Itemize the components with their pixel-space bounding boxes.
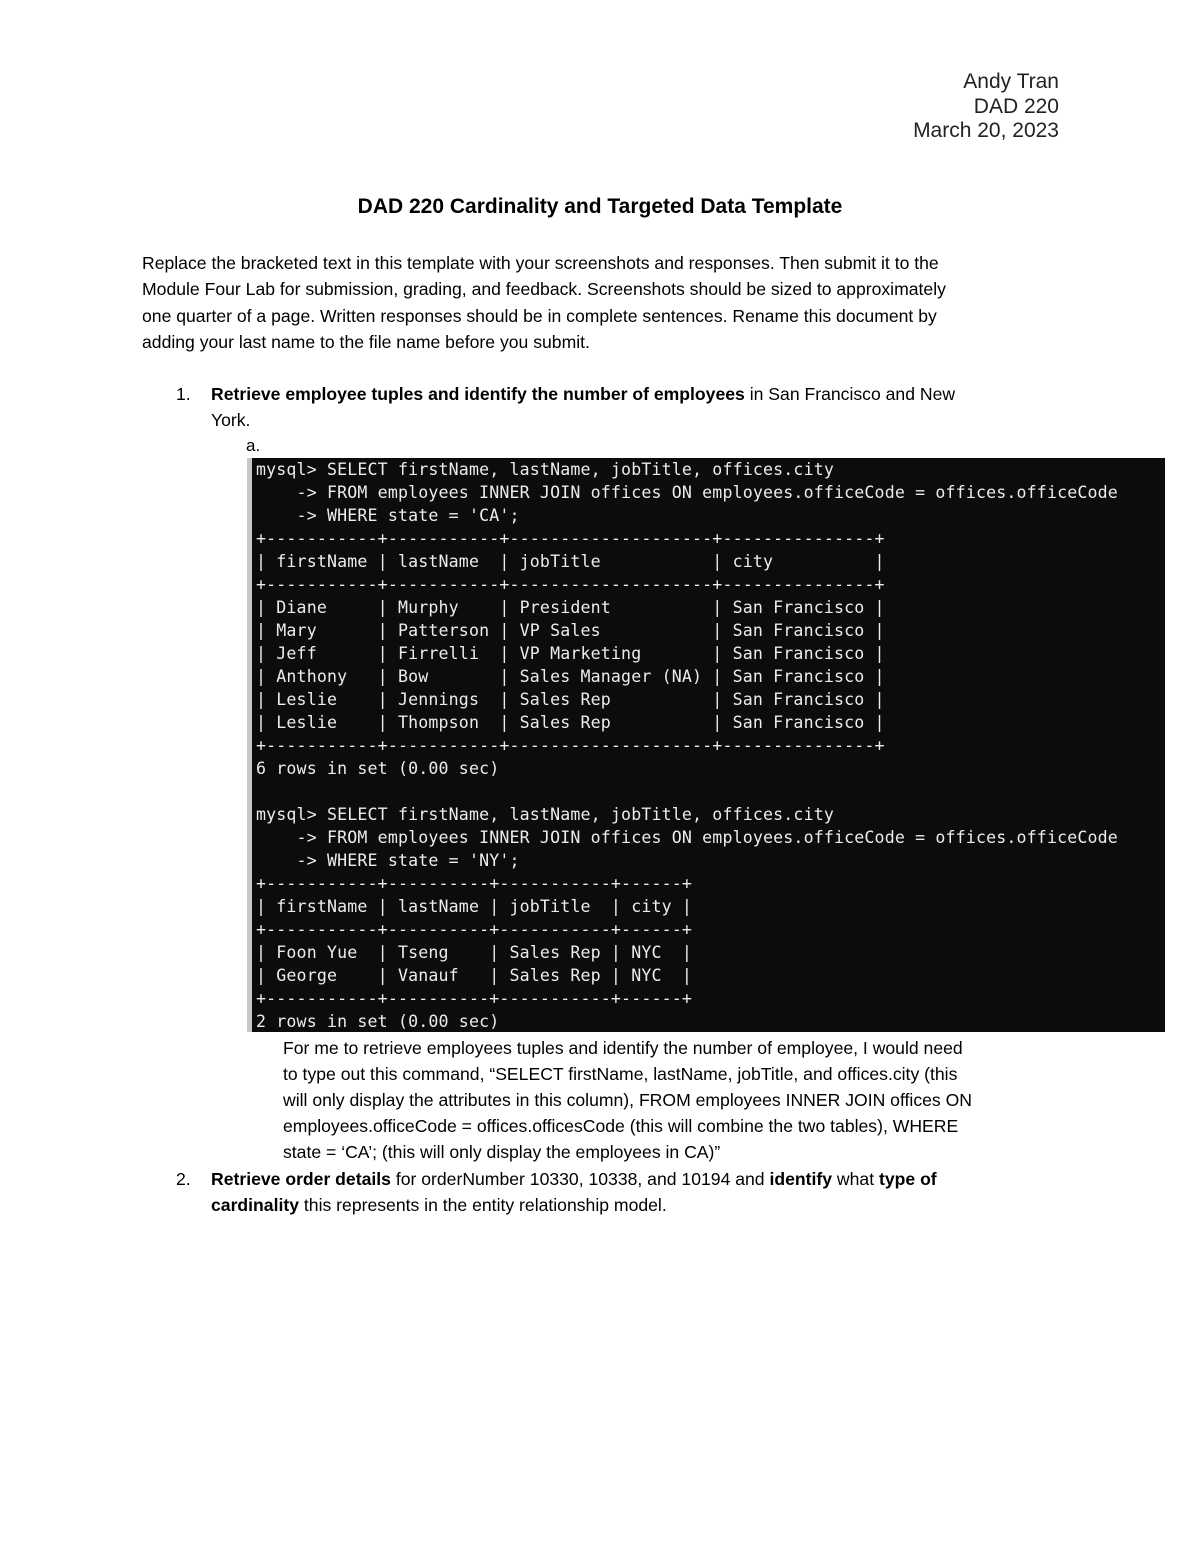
- response-line: For me to retrieve employees tuples and identify the number of employee, I would need: [283, 1038, 963, 1058]
- question-2-line: [211, 1166, 1051, 1192]
- response-line: employees.officeCode = offices.officesCode (this will combine the two tables), WHERE: [283, 1116, 959, 1136]
- course-code: DAD 220: [973, 94, 1059, 118]
- intro-line: adding your last name to the file name before you submit.: [142, 331, 590, 352]
- sub-item-label: a.: [246, 436, 261, 455]
- header-block: [913, 70, 1059, 144]
- question-2-bold: type of: [879, 1169, 937, 1189]
- response-paragraph: [283, 1035, 1073, 1165]
- intro-line: one quarter of a page. Written responses should be in complete sentences. Rename this document by: [142, 305, 937, 326]
- question-number: 1.: [176, 384, 191, 404]
- question-2-text: what: [832, 1169, 879, 1189]
- question-2-line-2: [211, 1192, 1051, 1218]
- terminal-output: mysql> SELECT firstName, lastName, jobTitle, offices.city -> FROM employees INNER JOIN offices ON employees.officeCode = offices.officeCode -> WHERE state = 'CA'; +-----------+-----------+--------------------+---------------+ | firstName | lastName | jobTitle | city | +-----------+-----------+--------------------+---------------+ | Diane | Murphy | President | San Francisco | | Mary | Patterson | VP Sales | San Francisco | | Jeff | Firrelli | VP Marketing | San Francisco | | Anthony | Bow | Sales Manager (NA) | San Francisco | | Leslie | Jennings | Sales Rep | San Francisco | | Leslie | Thompson | Sales Rep | San Francisco | +-----------+-----------+--------------------+---------------+ 6 rows in set (0.00 sec) mysql> SELECT firstName, lastName, jobTitle, offices.city -> FROM employees INNER JOIN offices ON employees.officeCode = offices.officeCode -> WHERE state = 'NY'; +-----------+----------+-----------+------+ | firstName | lastName | jobTitle | city | +-----------+----------+-----------+------+ | Foon Yue | Tseng | Sales Rep | NYC | | George | Vanauf | Sales Rep | NYC | +-----------+----------+-----------+------+ 2 rows in set (0.00 sec): [256, 460, 1118, 1031]
- intro-line: Module Four Lab for submission, grading, and feedback. Screenshots should be sized to approximately: [142, 279, 946, 300]
- terminal-screenshot: [247, 458, 1165, 1032]
- question-2-bold: identify: [769, 1169, 833, 1189]
- response-line: state = ‘CA’; (this will only display the employees in CA)”: [283, 1142, 721, 1162]
- question-number: 2.: [176, 1169, 191, 1189]
- question-1-bold: Retrieve employee tuples and identify the number of employees: [211, 384, 745, 404]
- response-line: will only display the attributes in this column), FROM employees INNER JOIN offices ON: [283, 1090, 972, 1110]
- question-2: [176, 1166, 1051, 1218]
- document-date: March 20, 2023: [913, 119, 1059, 142]
- question-2-bold: cardinality: [211, 1195, 300, 1215]
- question-2-bold: Retrieve order details: [211, 1169, 391, 1189]
- author-name: Andy Tran: [963, 70, 1059, 93]
- question-1-rest: in San Francisco and New: [744, 384, 956, 404]
- intro-paragraph: [142, 250, 1062, 355]
- response-line: to type out this command, “SELECT firstName, lastName, jobTitle, and offices.city (this: [283, 1064, 958, 1084]
- question-1-line: [211, 381, 1051, 407]
- question-1: [176, 381, 1051, 433]
- question-2-text: for orderNumber 10330, 10338, and 10194 and: [390, 1169, 770, 1189]
- document-title: DAD 220 Cardinality and Targeted Data Template: [357, 195, 843, 218]
- question-1-line-2: York.: [211, 410, 251, 430]
- question-2-text: this represents in the entity relationship model.: [299, 1195, 667, 1215]
- intro-line: Replace the bracketed text in this template with your screenshots and responses. Then submit it to the: [142, 253, 939, 273]
